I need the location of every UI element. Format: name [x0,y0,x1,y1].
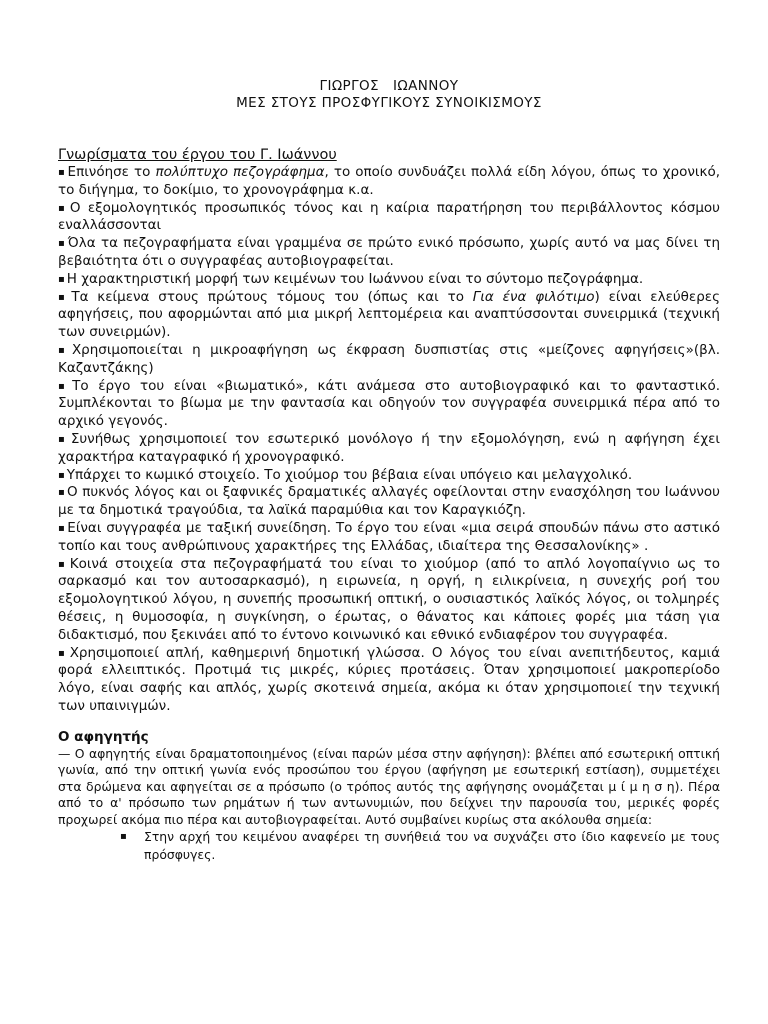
feature-item [58,289,720,342]
square-bullet-icon: ▪ [58,273,65,285]
square-bullet-icon: ▪ [58,291,70,303]
feature-text: Όλα τα πεζογραφήματα είναι γραμμένα σε πρώτο ενικό πρόσωπο, χωρίς αυτό να μας δίνει τη βεβαιότητα ότι ο συγγραφέας αυτοβιογραφείται. [58,235,721,269]
features-list [58,164,720,716]
narrator-points-list [58,828,720,863]
feature-item [58,200,720,236]
feature-item [58,520,720,556]
narrator-intro: — Ο αφηγητής είναι δραματοποιημένος (είναι παρών μέσα στην αφήγηση): βλέπει από εσωτερική οπτική γωνία, από την οπτική γωνία ενός προσώπου του έργου (αφήγηση με εσωτερική εστίαση), συμμετέχει στα δρώμενα και αφηγείται σε α πρόσωπο (ο τρόπος αυτός της αφήγησης ονομάζεται μ ί μ η σ η). Πέρα από το α' πρόσωπο των ρημάτων ή των αντωνυμιών, που δείχνει την παρουσία του, μερικές φορές προχωρεί ακόμα πιο πέρα και αυτοβιογραφείται. Αυτό συμβαίνει κυρίως στα ακόλουθα σημεία: [58,745,720,827]
square-bullet-icon: ▪ [58,487,66,499]
feature-text: Ο πυκνός λόγος και οι ξαφνικές δραματικές αλλαγές οφείλονται στην ενασχόληση του Ιωάννου με τα δημοτικά τραγούδια, τα λαϊκά παραμύθια και τον Καραγκιόζη. [58,484,720,519]
feature-item [58,484,720,520]
feature-emphasis: πολύπτυχο πεζογράφημα [155,164,325,180]
feature-text: Επινόησε το [67,164,156,180]
square-bullet-icon: ▪ [58,167,66,178]
square-bullet-icon: ▪ [58,433,69,445]
feature-item [58,235,720,271]
narrator-point [120,828,720,863]
feature-text-continued: , το οποίο συνδυάζει πολλά είδη λόγου, όπως το χρονικό, το διήγημα, το δοκίμιο, το χρονογράφημα κ.α. [58,164,721,198]
feature-item [58,271,720,289]
feature-item [58,467,720,485]
feature-text: Υπάρχει το κωμικό στοιχείο. Το χιούμορ του βέβαια είναι υπόγειο και μελαγχολικό. [66,466,633,483]
feature-item [58,378,720,431]
feature-text-continued: ) είναι ελεύθερες αφηγήσεις, που αφορμώνται από μια μικρή λεπτομέρεια και αναπτύσσονται συνειρμικά (τεχνική των συνειρμών). [58,288,721,341]
features-heading: Γνωρίσματα του έργου του Γ. Ιωάννου [58,147,337,163]
square-bullet-icon: ▪ [120,831,127,843]
narrator-heading: Ο αφηγητής [58,728,149,745]
feature-text: Το έργο του είναι «βιωματικό», κάτι ανάμεσα στο αυτοβιογραφικό και το φανταστικό. Συμπλέκονται το βίωμα με την φαντασία και οδηγούν τον συγγραφέα συνειρμικά πέρα από το αρχικό γεγονός. [58,377,721,430]
feature-item [58,342,720,378]
feature-emphasis: Για ένα φιλότιμο [472,288,595,305]
square-bullet-icon: ▪ [58,238,66,250]
feature-item [58,431,720,467]
square-bullet-icon: ▪ [58,202,68,214]
feature-text: Κοινά στοιχεία στα πεζογραφήματά του είναι το χιούμορ (από το απλό λογοπαίγνιο ως το σαρκασμό και τον αυτοσαρκασμό), η ειρωνεία, η οργή, η ειλικρίνεια, η συνεχής ροή του εξομολογητικού λόγου, η συνεπής προσωπική οπτική, ο ουσιαστικός λαϊκός λόγος, οι τολμηρές θέσεις, η θυμοσοφία, η συγκίνηση, ο έρωτας, ο θάνατος και κάποιες φορές μια τάση για διδακτισμό, που ξεκινάει από το έντονο κοινωνικό και εθνικό ενδιαφέρον του συγγραφέα. [58,555,720,643]
title-block [58,78,720,112]
feature-text: Χρησιμοποιεί απλή, καθημερινή δημοτική γλώσσα. Ο λόγος του είναι ανεπιτήδευτος, καμιά φορά ελλειπτικός. Προτιμά τις μικρές, κύριες προτάσεις. Όταν χρησιμοποιεί μακροπερίοδο λόγο, είναι σαφής και απλός, χωρίς σκοτεινά σημεία, ακόμα κι όταν χρησιμοποιεί την τεχνική των υπαινιγμών. [58,644,721,714]
author-name: ΓΙΩΡΓΟΣ ΙΩΑΝΝΟΥ [319,78,459,94]
feature-text: Η χαρακτηριστική μορφή των κειμένων του Ιωάννου είναι το σύντομο πεζογράφημα. [66,270,644,287]
feature-item [58,164,720,200]
feature-text: Ο εξομολογητικός προσωπικός τόνος και η καίρια παρατήρηση του περιβάλλοντος κόσμου εναλλάσσονται [58,199,720,234]
narrator-point-text: Στην αρχή του κειμένου αναφέρει τη συνήθειά του να συχνάζει στο ίδιο καφενείο με τους πρόσφυγες. [144,829,720,862]
feature-item [58,645,720,716]
work-title: ΜΕΣ ΣΤΟΥΣ ΠΡΟΣΦΥΓΙΚΟΥΣ ΣΥΝΟΙΚΙΣΜΟΥΣ [236,95,542,111]
square-bullet-icon: ▪ [58,469,65,481]
square-bullet-icon: ▪ [58,647,68,659]
feature-text: Χρησιμοποιείται η μικροαφήγηση ως έκφραση δυσπιστίας στις «μείζονες αφηγήσεις»(βλ. Καζαντζάκης) [58,341,721,376]
square-bullet-icon: ▪ [58,344,70,356]
square-bullet-icon: ▪ [58,380,71,392]
feature-item [58,556,720,645]
square-bullet-icon: ▪ [58,522,66,534]
feature-text: Τα κείμενα στους πρώτους τόμους του (όπως και το [71,288,473,305]
square-bullet-icon: ▪ [58,558,68,570]
feature-text: Συνήθως χρησιμοποιεί τον εσωτερικό μονόλογο ή την εξομολόγηση, ενώ η αφήγηση έχει χαρακτήρα καταγραφικό ή χρονογραφικό. [58,430,720,465]
feature-text: Είναι συγγραφέα με ταξική συνείδηση. Το έργο του είναι «μια σειρά σπουδών πάνω στο αστικό τοπίο και τους ανθρώπινους χαρακτήρες της Ελλάδας, ιδιαίτερα της Θεσσαλονίκης» . [58,519,720,554]
